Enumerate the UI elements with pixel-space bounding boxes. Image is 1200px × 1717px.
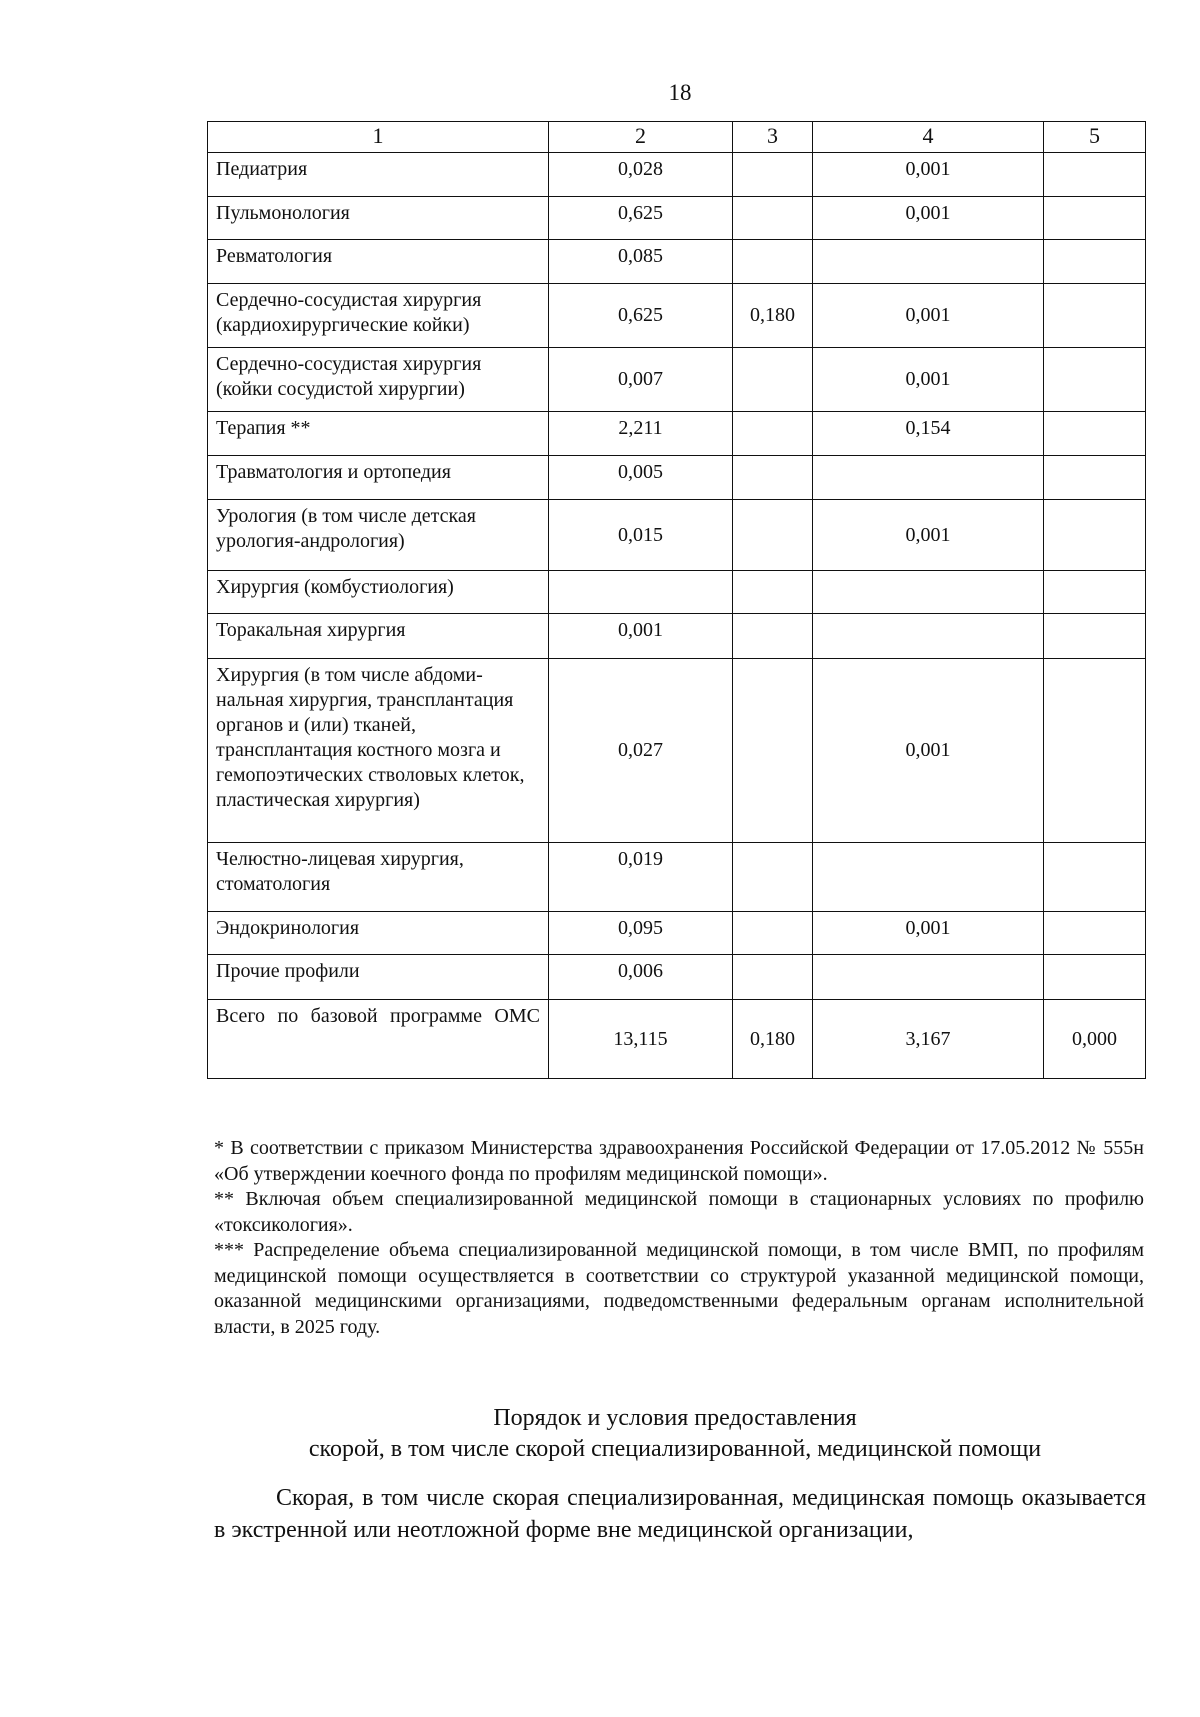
profile-cell: Травматология и ортопедия — [208, 456, 549, 500]
footnote-2: ** Включая объем специализированной медицинской помощи в стационарных условиях по профилю «токсикология». — [214, 1188, 1144, 1236]
value-cell-col3: 0,180 — [733, 1000, 813, 1079]
bed-fund-table — [207, 121, 1146, 1079]
footnote-3: *** Распределение объема специализированной медицинской помощи, в том числе ВМП, по профилям медицинской помощи осуществляется в соответствии со структурой указанной медицинской помощи, оказанной медицинскими организациями, подведомственными федеральным органам исполнительной власти, в 2025 году. — [214, 1239, 1144, 1338]
value-cell-col5 — [1044, 500, 1146, 571]
profile-cell: Торакальная хирургия — [208, 614, 549, 659]
value-cell-col4: 0,154 — [813, 412, 1044, 456]
profile-cell: Прочие профили — [208, 955, 549, 1000]
value-cell-col5 — [1044, 284, 1146, 348]
value-cell-col3 — [733, 348, 813, 412]
section-heading-line-2: скорой, в том числе скорой специализированной, медицинской помощи — [308, 1436, 1042, 1462]
value-cell-col2: 0,006 — [549, 955, 733, 1000]
table-row — [208, 153, 1146, 197]
table-row — [208, 614, 1146, 659]
table-row — [208, 843, 1146, 912]
value-cell-col4: 0,001 — [813, 197, 1044, 240]
value-cell-col4 — [813, 843, 1044, 912]
table-row — [208, 456, 1146, 500]
page-number: 18 — [668, 80, 692, 105]
value-cell-col3 — [733, 955, 813, 1000]
profile-cell: Челюстно-лицевая хирургия, стоматология — [208, 843, 549, 912]
value-cell-col4 — [813, 614, 1044, 659]
value-cell-col3 — [733, 240, 813, 284]
value-cell-col3 — [733, 412, 813, 456]
value-cell-col3 — [733, 843, 813, 912]
value-cell-col5 — [1044, 614, 1146, 659]
table-row — [208, 197, 1146, 240]
profile-cell: Пульмонология — [208, 197, 549, 240]
section-heading — [200, 1403, 1150, 1465]
footnotes — [214, 1136, 1144, 1340]
value-cell-col2: 13,115 — [549, 1000, 733, 1079]
value-cell-col5 — [1044, 955, 1146, 1000]
table-row — [208, 912, 1146, 955]
value-cell-col4 — [813, 240, 1044, 284]
footnote-1: * В соответствии с приказом Министерства здравоохранения Российской Федерации от 17.05.2012 № 555н «Об утверждении коечного фонда по профилям медицинской помощи». — [214, 1137, 1144, 1185]
table-row — [208, 348, 1146, 412]
value-cell-col2 — [549, 571, 733, 614]
profile-cell: Урология (в том числе детская урология-андрология) — [208, 500, 549, 571]
value-cell-col2: 0,015 — [549, 500, 733, 571]
value-cell-col2: 0,001 — [549, 614, 733, 659]
column-header-2: 2 — [549, 122, 733, 153]
value-cell-col5 — [1044, 153, 1146, 197]
column-header-4: 4 — [813, 122, 1044, 153]
value-cell-col5 — [1044, 197, 1146, 240]
table-row — [208, 500, 1146, 571]
value-cell-col2: 2,211 — [549, 412, 733, 456]
value-cell-col3 — [733, 197, 813, 240]
value-cell-col5 — [1044, 348, 1146, 412]
value-cell-col4 — [813, 456, 1044, 500]
value-cell-col3 — [733, 571, 813, 614]
value-cell-col4: 0,001 — [813, 659, 1044, 843]
profile-cell: Педиатрия — [208, 153, 549, 197]
table-row — [208, 571, 1146, 614]
value-cell-col3 — [733, 614, 813, 659]
profile-cell: Хирургия (в том числе абдоминальная хирургия, трансплантация органов и (или) тканей, трансплантация костного мозга и гемопоэтических стволовых клеток, пластическая хирургия) — [208, 659, 549, 843]
value-cell-col4 — [813, 955, 1044, 1000]
value-cell-col5: 0,000 — [1044, 1000, 1146, 1079]
value-cell-col4: 0,001 — [813, 153, 1044, 197]
value-cell-col4: 0,001 — [813, 348, 1044, 412]
profile-cell: Сердечно-сосудистая хирургия (кардиохирургические койки) — [208, 284, 549, 348]
value-cell-col5 — [1044, 240, 1146, 284]
value-cell-col2: 0,625 — [549, 197, 733, 240]
table-header-row — [208, 122, 1146, 153]
value-cell-col3 — [733, 153, 813, 197]
profile-cell: Всего по базовой программе ОМС — [208, 1000, 549, 1079]
section-heading-line-1: Порядок и условия предоставления — [493, 1405, 857, 1431]
value-cell-col2: 0,027 — [549, 659, 733, 843]
value-cell-col3 — [733, 500, 813, 571]
profile-cell: Эндокринология — [208, 912, 549, 955]
table-row — [208, 955, 1146, 1000]
value-cell-col5 — [1044, 456, 1146, 500]
value-cell-col4: 0,001 — [813, 500, 1044, 571]
table-row — [208, 412, 1146, 456]
body-text — [214, 1482, 1146, 1546]
profile-cell: Терапия ** — [208, 412, 549, 456]
value-cell-col3 — [733, 456, 813, 500]
table-body — [208, 153, 1146, 1079]
value-cell-col4: 0,001 — [813, 912, 1044, 955]
profile-cell: Хирургия (комбустиология) — [208, 571, 549, 614]
table-row — [208, 240, 1146, 284]
value-cell-col2: 0,625 — [549, 284, 733, 348]
value-cell-col3: 0,180 — [733, 284, 813, 348]
value-cell-col3 — [733, 659, 813, 843]
table-row — [208, 284, 1146, 348]
value-cell-col5 — [1044, 843, 1146, 912]
table-row — [208, 659, 1146, 843]
value-cell-col3 — [733, 912, 813, 955]
value-cell-col2: 0,019 — [549, 843, 733, 912]
value-cell-col4: 0,001 — [813, 284, 1044, 348]
body-paragraph: Скорая, в том числе скорая специализированная, медицинская помощь оказывается в экстренной или неотложной форме вне медицинской организации, — [214, 1485, 1146, 1543]
value-cell-col2: 0,028 — [549, 153, 733, 197]
column-header-5: 5 — [1044, 122, 1146, 153]
value-cell-col2: 0,005 — [549, 456, 733, 500]
value-cell-col2: 0,007 — [549, 348, 733, 412]
table-total-row — [208, 1000, 1146, 1079]
profile-cell: Ревматология — [208, 240, 549, 284]
column-header-1: 1 — [208, 122, 549, 153]
value-cell-col4: 3,167 — [813, 1000, 1044, 1079]
value-cell-col5 — [1044, 571, 1146, 614]
profile-cell: Сердечно-сосудистая хирургия (койки сосудистой хирургии) — [208, 348, 549, 412]
value-cell-col5 — [1044, 912, 1146, 955]
value-cell-col4 — [813, 571, 1044, 614]
column-header-3: 3 — [733, 122, 813, 153]
value-cell-col2: 0,085 — [549, 240, 733, 284]
value-cell-col5 — [1044, 659, 1146, 843]
value-cell-col5 — [1044, 412, 1146, 456]
value-cell-col2: 0,095 — [549, 912, 733, 955]
